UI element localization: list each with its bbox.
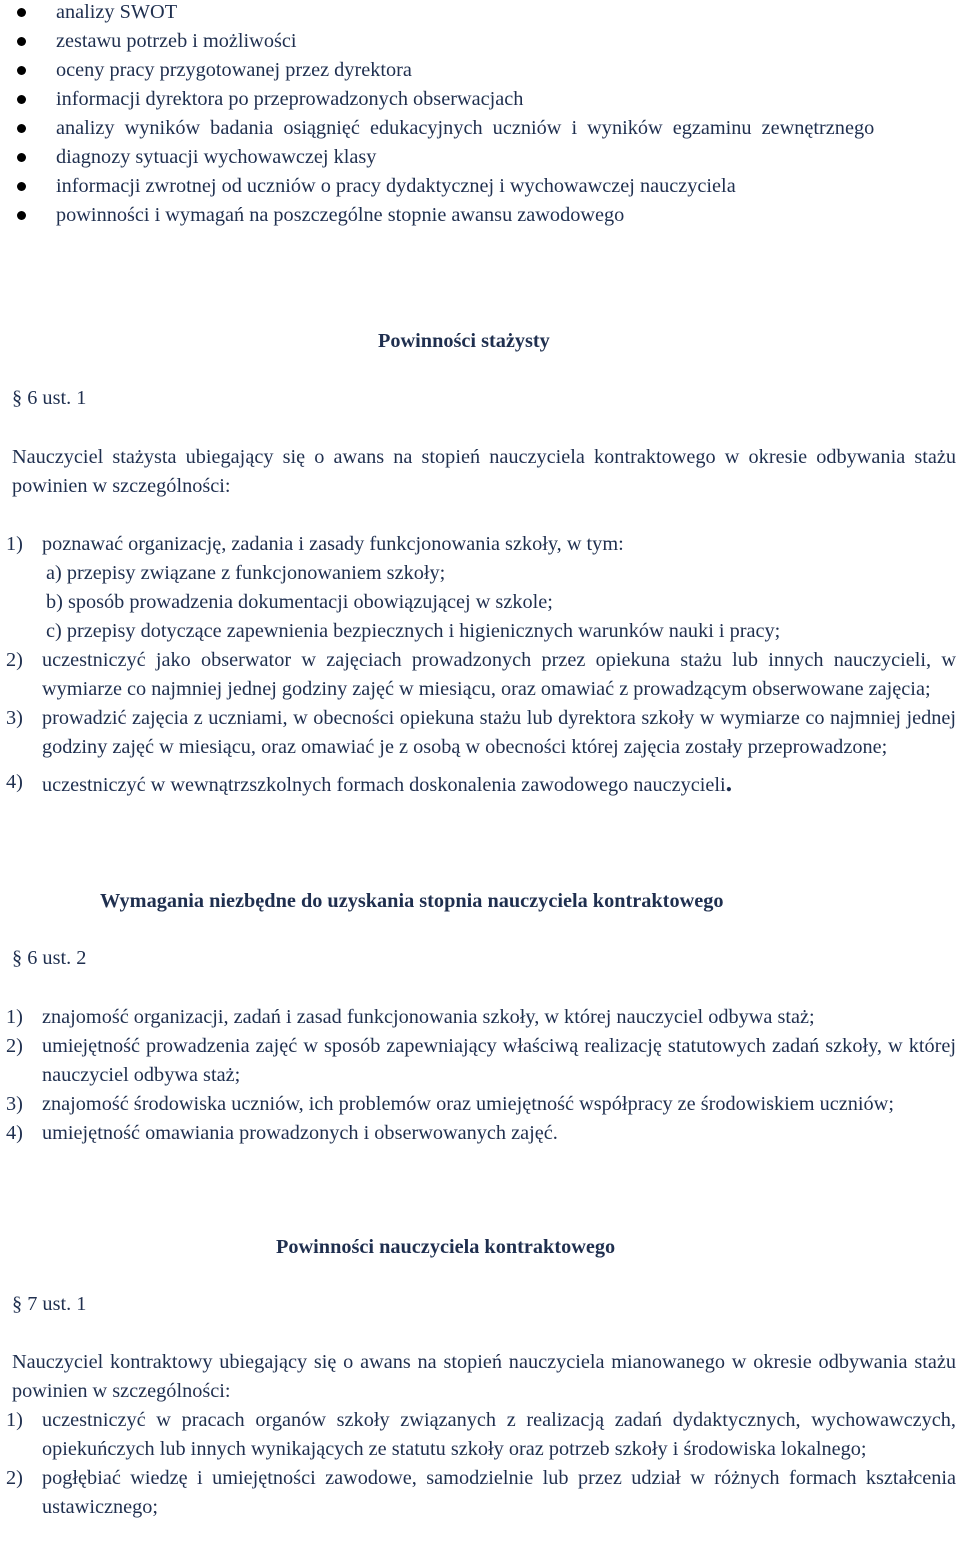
list-number: 2): [6, 649, 23, 671]
numbered-list: [0, 1406, 960, 1522]
list-item: [0, 1090, 960, 1119]
paragraph-reference: § 6 ust. 2: [12, 947, 87, 969]
list-number: 3): [6, 1093, 23, 1115]
sources-bullet-list: [0, 0, 960, 230]
bullet-item: [0, 27, 960, 56]
paragraph-reference: § 6 ust. 1: [12, 387, 87, 409]
list-item: [0, 530, 960, 646]
bullet-text: oceny pracy przygotowanej przez dyrektora: [56, 59, 412, 81]
bullet-item: [0, 201, 960, 230]
bullet-text: informacji dyrektora po przeprowadzonych obserwacjach: [56, 88, 524, 110]
intro-paragraph: Nauczyciel kontraktowy ubiegający się o awans na stopień nauczyciela mianowanego w okresie odbywania stażu powinien w szczególności:: [12, 1351, 956, 1402]
list-number: 1): [6, 1006, 23, 1028]
bullet-item: [0, 85, 960, 114]
bullet-text: analizy SWOT: [56, 1, 178, 23]
bullet-text: informacji zwrotnej od uczniów o pracy dydaktycznej i wychowawczej nauczyciela: [56, 175, 736, 197]
list-item: [0, 704, 960, 762]
list-text: uczestniczyć w pracach organów szkoły związanych z realizacją zadań dydaktycznych, wychowawczych, opiekuńczych lub innych wynikających ze statutu szkoły oraz potrzeb szkoły i środowiska lokalnego;: [42, 1409, 956, 1460]
bullet-item: [0, 56, 960, 85]
bullet-text: zestawu potrzeb i możliwości: [56, 30, 297, 52]
list-text: poznawać organizację, zadania i zasady funkcjonowania szkoły, w tym:: [42, 533, 624, 555]
list-item: [0, 1032, 960, 1090]
sub-list: [42, 559, 956, 646]
list-number: 1): [6, 1409, 23, 1431]
section-heading: Wymagania niezbędne do uzyskania stopnia nauczyciela kontraktowego: [100, 890, 724, 912]
sub-list-item: b) sposób prowadzenia dokumentacji obowiązującej w szkole;: [46, 591, 553, 613]
list-text: umiejętność prowadzenia zajęć w sposób zapewniający właściwą realizację statutowych zadań szkoły, w której nauczyciel odbywa staż;: [42, 1035, 956, 1086]
section-heading: Powinności nauczyciela kontraktowego: [276, 1236, 616, 1258]
bullet-icon: [17, 8, 26, 17]
list-text: znajomość organizacji, zadań i zasad funkcjonowania szkoły, w której nauczyciel odbywa staż;: [42, 1006, 815, 1028]
list-text: znajomość środowiska uczniów, ich problemów oraz umiejętność współpracy ze środowiskiem uczniów;: [42, 1093, 894, 1115]
bullet-icon: [17, 211, 26, 220]
list-item: [0, 1464, 960, 1522]
numbered-list: [0, 530, 960, 800]
numbered-list: [0, 1003, 960, 1148]
bullet-text: analizy wyników badania osiągnięć edukacyjnych uczniów i wyników egzaminu zewnętrznego: [56, 117, 875, 139]
bullet-text: powinności i wymagań na poszczególne stopnie awansu zawodowego: [56, 204, 625, 226]
bullet-icon: [17, 95, 26, 104]
list-text-end: .: [725, 768, 733, 797]
list-number: 1): [6, 533, 23, 555]
bullet-icon: [17, 124, 26, 133]
list-number: 2): [6, 1467, 23, 1489]
list-text: uczestniczyć w wewnątrzszkolnych formach doskonalenia zawodowego nauczycieli: [42, 774, 726, 796]
bullet-item: [0, 0, 960, 27]
section-heading: Powinności stażysty: [378, 330, 550, 352]
sub-list-item: a) przepisy związane z funkcjonowaniem szkoły;: [46, 562, 446, 584]
list-number: 2): [6, 1035, 23, 1057]
bullet-item: [0, 143, 960, 172]
list-number: 3): [6, 707, 23, 729]
list-item: [0, 1003, 960, 1032]
bullet-item: [0, 172, 960, 201]
intro-paragraph: Nauczyciel stażysta ubiegający się o awans na stopień nauczyciela kontraktowego w okresie odbywania stażu powinien w szczególności:: [12, 446, 956, 497]
bullet-item: [0, 114, 960, 143]
list-item: [0, 768, 960, 800]
paragraph-reference: § 7 ust. 1: [12, 1293, 87, 1315]
list-number: 4): [6, 771, 23, 793]
bullet-text: diagnozy sytuacji wychowawczej klasy: [56, 146, 377, 168]
bullet-icon: [17, 153, 26, 162]
list-item: [0, 1406, 960, 1464]
bullet-icon: [17, 66, 26, 75]
list-text: uczestniczyć jako obserwator w zajęciach prowadzonych przez opiekuna stażu lub innych nauczycieli, w wymiarze co najmniej jednej godziny zajęć w miesiącu, oraz omawiać z prowadzącym obserwowane zajęcia;: [42, 649, 956, 700]
list-item: [0, 646, 960, 704]
list-text: pogłębiać wiedzę i umiejętności zawodowe, samodzielnie lub przez udział w różnych formach kształcenia ustawicznego;: [42, 1467, 956, 1518]
list-text: umiejętność omawiania prowadzonych i obserwowanych zajęć.: [42, 1122, 558, 1144]
bullet-icon: [17, 182, 26, 191]
list-text: prowadzić zajęcia z uczniami, w obecności opiekuna stażu lub dyrektora szkoły w wymiarze co najmniej jednej godziny zajęć w miesiącu, oraz omawiać je z osobą w obecności której zajęcia zostały przeprowadzone;: [42, 707, 956, 758]
list-item: [0, 1119, 960, 1148]
sub-list-item: c) przepisy dotyczące zapewnienia bezpiecznych i higienicznych warunków nauki i pracy;: [46, 620, 781, 642]
list-number: 4): [6, 1122, 23, 1144]
bullet-icon: [17, 37, 26, 46]
